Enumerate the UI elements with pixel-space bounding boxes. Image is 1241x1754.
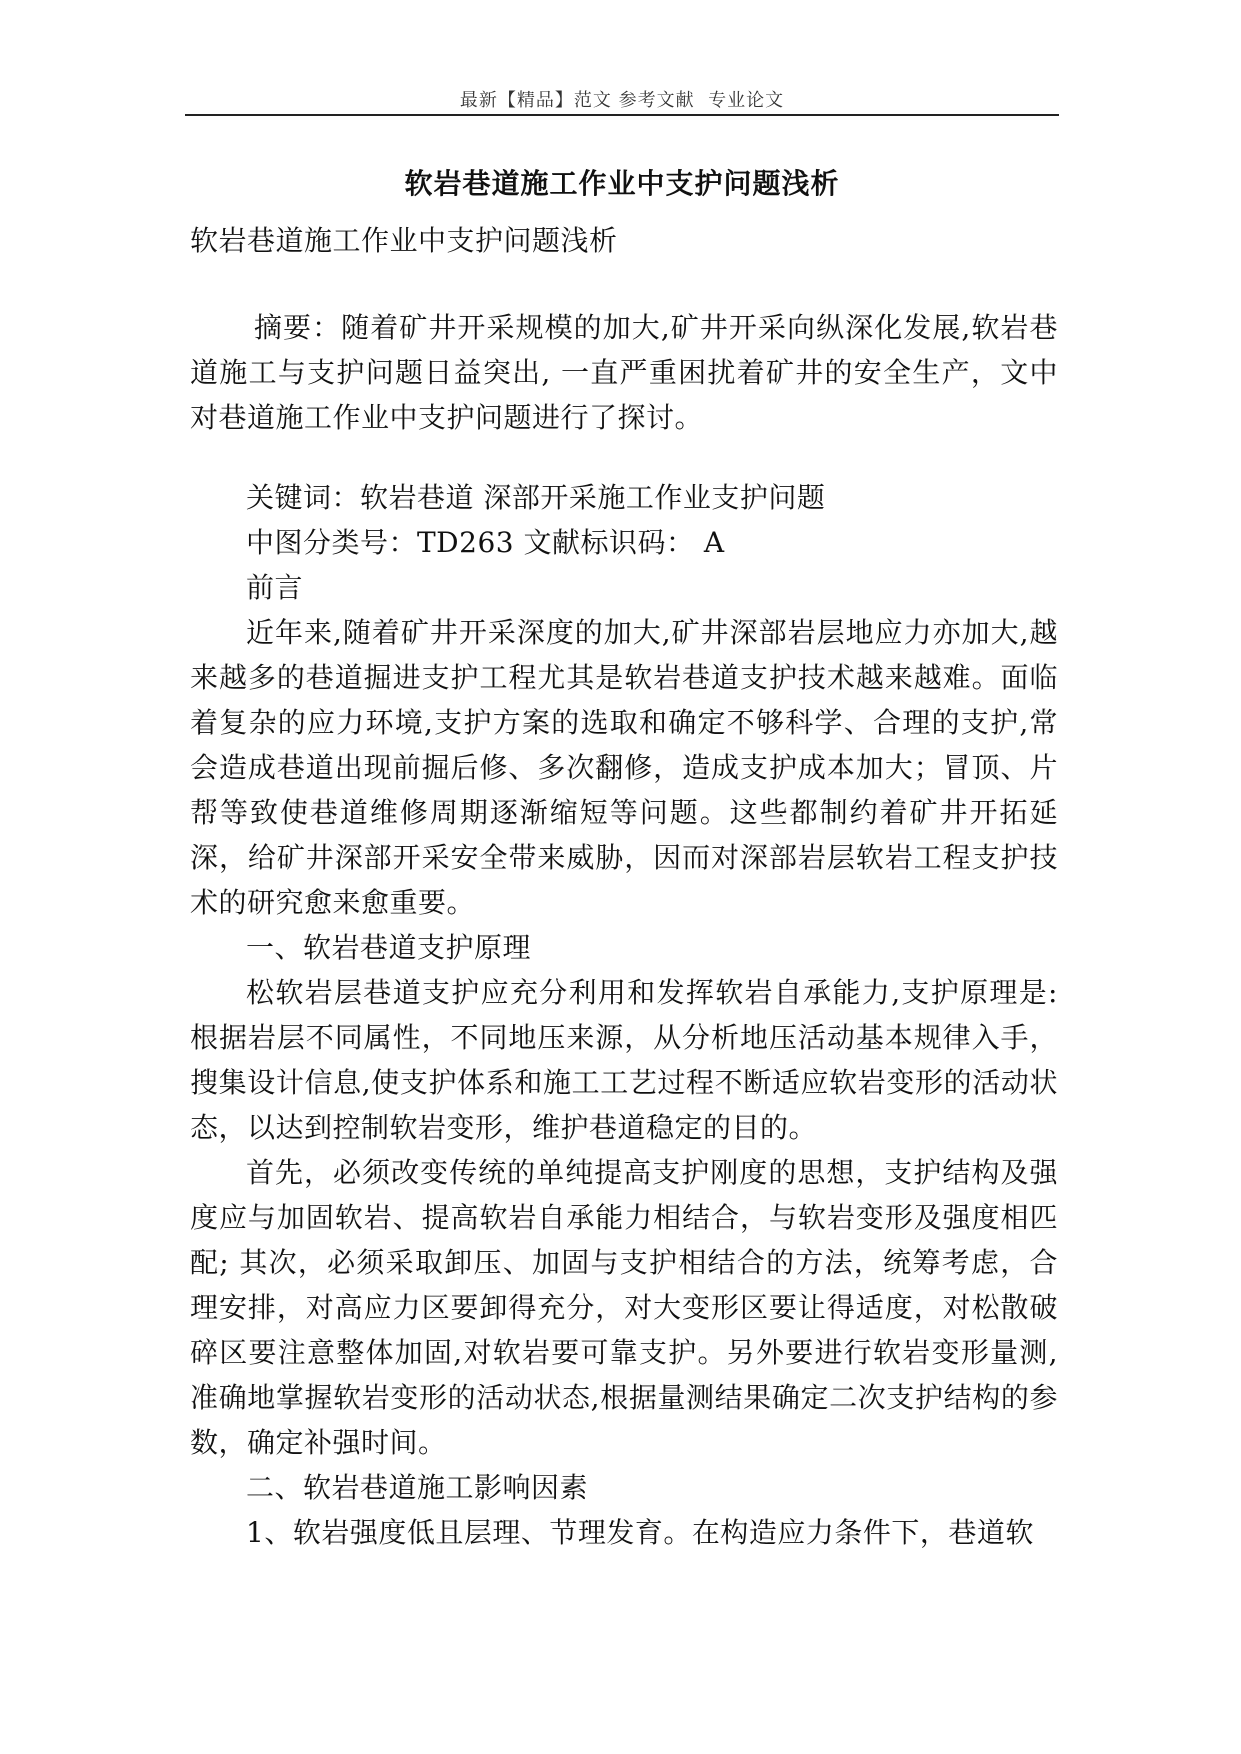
preface-paragraph: 近年来,随着矿井开采深度的加大,矿井深部岩层地应力亦加大,越来越多的巷道掘进支护工程尤其是软岩巷道支护技术越来越难。面临着复杂的应力环境,支护方案的选取和确定不够科学、合理的支护,常会造成巷道出现前掘后修、多次翻修，造成支护成本加大；冒顶、片帮等致使巷道维修周期逐渐缩短等问题。这些都制约着矿井开拓延深，给矿井深部开采安全带来威胁，因而对深部岩层软岩工程支护技术的研究愈来愈重要。 xyxy=(190,616,1058,919)
section-heading-2: 二、软岩巷道施工影响因素 xyxy=(246,1471,589,1504)
header-divider xyxy=(185,114,1059,116)
section1-paragraph-1: 松软岩层巷道支护应充分利用和发挥软岩自承能力,支护原理是:根据岩层不同属性，不同地压来源，从分析地压活动基本规律入手，搜集设计信息,使支护体系和施工工艺过程不断适应软岩变形的活动状态，以达到控制软岩变形，维护巷道稳定的目的。 xyxy=(190,976,1058,1144)
classification-line: 中图分类号：TD263 文献标识码： A xyxy=(246,526,725,559)
document-body xyxy=(190,218,1058,1555)
preface-heading: 前言 xyxy=(246,571,304,604)
keywords-line: 关键词：软岩巷道 深部开采施工作业支护问题 xyxy=(246,481,826,514)
abstract-paragraph: 摘要：随着矿井开采规模的加大,矿井开采向纵深化发展,软岩巷道施工与支护问题日益突出, 一直严重困扰着矿井的安全生产，文中对巷道施工作业中支护问题进行了探讨。 xyxy=(190,311,1058,434)
section2-item-1: 1、软岩强度低且层理、节理发育。在构造应力条件下，巷道软 xyxy=(246,1516,1034,1549)
running-header: 最新【精品】范文 参考文献 专业论文 xyxy=(459,90,785,111)
section1-paragraph-2: 首先，必须改变传统的单纯提高支护刚度的思想，支护结构及强度应与加固软岩、提高软岩自承能力相结合，与软岩变形及强度相匹配; 其次，必须采取卸压、加固与支护相结合的方法，统筹考虑，合理安排，对高应力区要卸得充分，对大变形区要让得适度，对松散破碎区要注意整体加固,对软岩要可靠支护。另外要进行软岩变形量测,准确地掌握软岩变形的活动状态,根据量测结果确定二次支护结构的参数，确定补强时间。 xyxy=(190,1156,1058,1459)
section-heading-1: 一、软岩巷道支护原理 xyxy=(246,931,532,964)
document-subtitle: 软岩巷道施工作业中支护问题浅析 xyxy=(190,224,618,257)
document-title: 软岩巷道施工作业中支护问题浅析 xyxy=(404,167,840,200)
